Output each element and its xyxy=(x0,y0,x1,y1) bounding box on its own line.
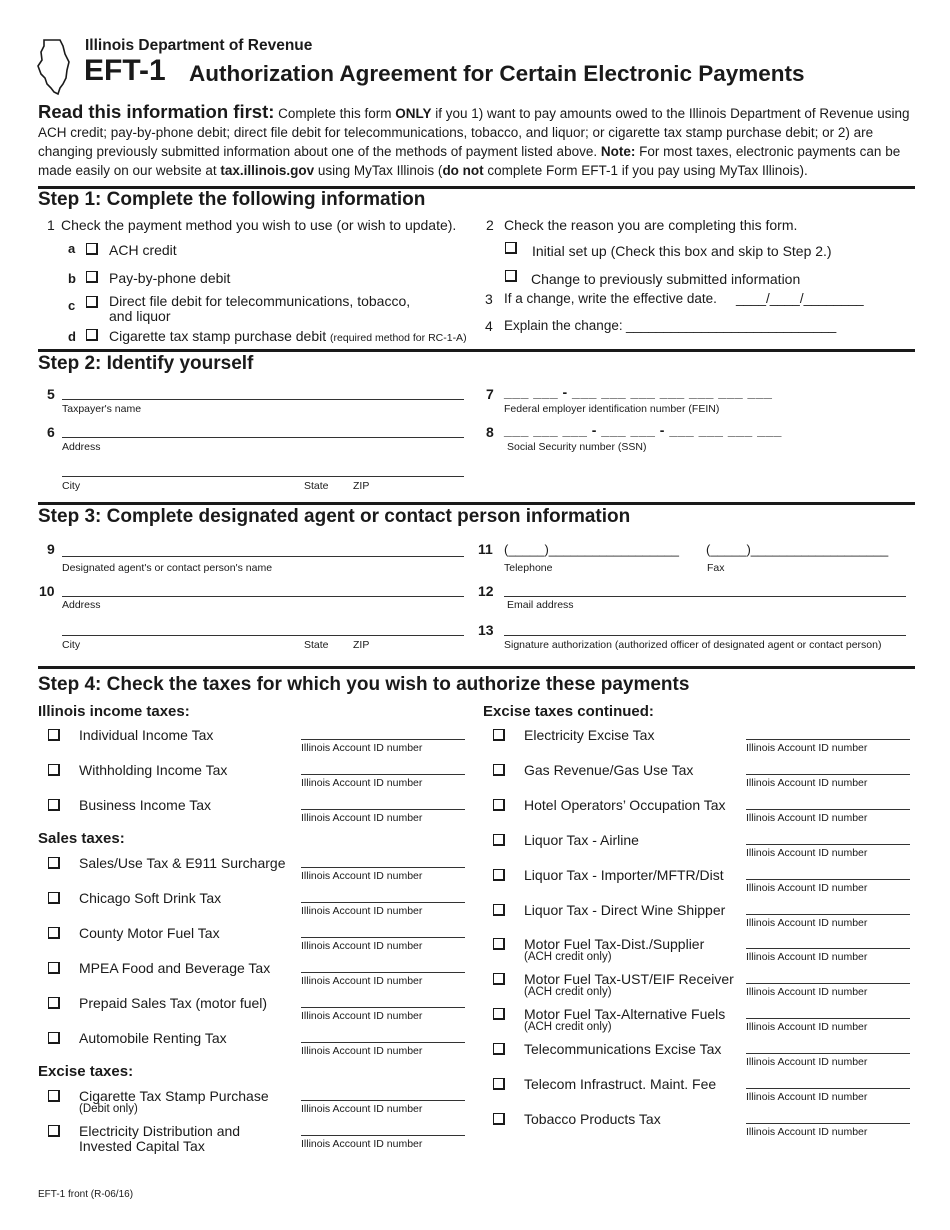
account-id-field[interactable] xyxy=(301,809,465,810)
automobile-renting-tax-checkbox[interactable] xyxy=(48,1032,60,1044)
individual-income-tax-checkbox[interactable] xyxy=(48,729,60,741)
hotel-operators-occupation-tax-checkbox[interactable] xyxy=(493,799,505,811)
account-id-label: Illinois Account ID number xyxy=(301,870,423,882)
account-id-label: Illinois Account ID number xyxy=(746,776,868,789)
q2-text: Check the reason you are completing this form. xyxy=(504,217,798,233)
tax-label: Cigarette Tax Stamp Purchase xyxy=(79,1088,269,1104)
direct-file-debit-label: Direct file debit for telecommunications, tobacco, xyxy=(109,293,411,309)
liquor-tax-importer-mftr-dist-checkbox[interactable] xyxy=(493,869,505,881)
q2-number: 2 xyxy=(486,217,494,233)
telephone-label: Telephone xyxy=(504,562,553,574)
ach-credit-checkbox[interactable] xyxy=(86,243,98,255)
tax-sublabel: (Debit only) xyxy=(79,1103,138,1115)
account-id-label: Illinois Account ID number xyxy=(746,811,868,824)
zip-label: ZIP xyxy=(353,480,370,492)
agent-name-field[interactable] xyxy=(62,556,464,557)
account-id-field[interactable] xyxy=(301,739,465,740)
telephone-field[interactable]: (_____)__________________ xyxy=(504,542,679,557)
tax-label: Liquor Tax - Direct Wine Shipper xyxy=(524,901,726,918)
field-number: 10 xyxy=(39,583,55,599)
tax-label: Liquor Tax - Importer/MFTR/Dist xyxy=(524,866,724,883)
ssn-field[interactable]: ___ ___ ___ - ___ ___ - ___ ___ ___ ___ xyxy=(504,422,782,438)
account-id-label: Illinois Account ID number xyxy=(746,1056,868,1069)
sales-taxes-heading: Sales taxes: xyxy=(38,830,125,847)
account-id-field[interactable] xyxy=(746,844,910,845)
ssn-label: Social Security number (SSN) xyxy=(507,441,647,453)
account-id-label: Illinois Account ID number xyxy=(746,916,868,929)
taxpayer-name-label: Taxpayer's name xyxy=(62,403,142,415)
account-id-field[interactable] xyxy=(746,879,910,880)
electricity-distribution-and-checkbox[interactable] xyxy=(48,1125,60,1137)
account-id-label: Illinois Account ID number xyxy=(301,975,423,987)
taxpayer-name-field[interactable] xyxy=(62,399,464,400)
signature-field[interactable] xyxy=(504,635,906,636)
mpea-food-and-beverage-tax-checkbox[interactable] xyxy=(48,962,60,974)
income-taxes-heading: Illinois income taxes: xyxy=(38,703,190,720)
agent-city-state-zip-field[interactable] xyxy=(62,635,464,636)
account-id-label: Illinois Account ID number xyxy=(301,777,423,789)
account-id-field[interactable] xyxy=(746,948,910,949)
method-letter: a xyxy=(68,241,76,256)
tax-label: Motor Fuel Tax-Alternative Fuels xyxy=(524,1006,726,1023)
illinois-state-outline-icon xyxy=(36,38,74,96)
divider xyxy=(38,666,915,669)
account-id-field[interactable] xyxy=(301,1042,465,1043)
initial-setup-checkbox[interactable] xyxy=(505,242,517,254)
direct-file-debit-label-2: and liquor xyxy=(109,308,171,324)
account-id-field[interactable] xyxy=(746,809,910,810)
tax-label: Motor Fuel Tax-UST/EIF Receiver xyxy=(524,971,734,988)
method-letter: b xyxy=(68,271,76,286)
account-id-label: Illinois Account ID number xyxy=(301,905,423,917)
cigarette-tax-stamp-purchase-checkbox[interactable] xyxy=(48,1090,60,1102)
tax-label: Gas Revenue/Gas Use Tax xyxy=(524,761,694,778)
change-info-checkbox[interactable] xyxy=(505,270,517,282)
account-id-field[interactable] xyxy=(301,1135,465,1136)
q4-number: 4 xyxy=(485,318,493,334)
tax-label: Hotel Operators’ Occupation Tax xyxy=(524,796,726,813)
change-info-label: Change to previously submitted information xyxy=(531,271,801,287)
email-field[interactable] xyxy=(504,596,906,597)
tax-label: Chicago Soft Drink Tax xyxy=(79,890,222,906)
tax-label: Motor Fuel Tax-Dist./Supplier xyxy=(524,936,705,953)
withholding-income-tax-checkbox[interactable] xyxy=(48,764,60,776)
direct-file-debit-checkbox[interactable] xyxy=(86,296,98,308)
signature-label: Signature authorization (authorized officer of designated agent or contact person) xyxy=(504,639,882,651)
field-number: 7 xyxy=(486,386,494,402)
business-income-tax-checkbox[interactable] xyxy=(48,799,60,811)
agent-address-label: Address xyxy=(62,599,101,611)
field-number: 8 xyxy=(486,424,494,440)
field-number: 13 xyxy=(478,622,494,638)
account-id-label: Illinois Account ID number xyxy=(746,951,868,964)
method-letter: c xyxy=(68,298,76,313)
account-id-field[interactable] xyxy=(301,1100,465,1101)
account-id-label: Illinois Account ID number xyxy=(301,812,423,824)
state-label: State xyxy=(304,480,329,492)
fax-label: Fax xyxy=(707,562,725,574)
taxpayer-city-state-zip-field[interactable] xyxy=(62,476,464,477)
step4-heading: Step 4: Check the taxes for which you wish to authorize these payments xyxy=(38,674,690,695)
email-label: Email address xyxy=(507,599,574,611)
zip-label: ZIP xyxy=(353,639,370,651)
gas-revenue-gas-use-tax-checkbox[interactable] xyxy=(493,764,505,776)
motor-fuel-tax-ust-eif-receiver-checkbox[interactable] xyxy=(493,973,505,985)
telecom-infrastruct-maint-fee-checkbox[interactable] xyxy=(493,1078,505,1090)
fein-field[interactable]: ___ ___ - ___ ___ ___ ___ ___ ___ ___ xyxy=(504,384,773,400)
motor-fuel-tax-dist-supplier-checkbox[interactable] xyxy=(493,938,505,950)
tax-label: Business Income Tax xyxy=(79,797,212,813)
tax-label: Automobile Renting Tax xyxy=(79,1030,227,1046)
initial-setup-label: Initial set up (Check this box and skip to Step 2.) xyxy=(532,243,832,259)
effective-date-field[interactable]: ____/____/________ xyxy=(736,291,864,306)
tax-label: Electricity Distribution and xyxy=(79,1123,241,1139)
account-id-field[interactable] xyxy=(301,774,465,775)
field-number: 12 xyxy=(478,583,494,599)
account-id-field[interactable] xyxy=(301,972,465,973)
step2-heading: Step 2: Identify yourself xyxy=(38,353,254,374)
agent-name-label: Designated agent's or contact person's name xyxy=(62,562,273,574)
divider xyxy=(38,502,915,505)
agent-address-field[interactable] xyxy=(62,596,464,597)
field-number: 6 xyxy=(47,424,55,440)
tax-label: Prepaid Sales Tax (motor fuel) xyxy=(79,995,268,1011)
tax-label: Telecom Infrastruct. Maint. Fee xyxy=(524,1076,717,1092)
step1-heading: Step 1: Complete the following information xyxy=(38,189,426,210)
tax-sublabel: (ACH credit only) xyxy=(524,1021,612,1034)
form-revision-code: EFT-1 front (R-06/16) xyxy=(38,1189,134,1200)
tax-label: Sales/Use Tax & E911 Surcharge xyxy=(79,855,286,871)
form-id: EFT-1 xyxy=(84,54,166,87)
account-id-field[interactable] xyxy=(746,1088,910,1089)
account-id-field[interactable] xyxy=(301,867,465,868)
excise-taxes-heading: Excise taxes: xyxy=(38,1063,134,1080)
q3-text: If a change, write the effective date. xyxy=(504,291,717,306)
pay-by-phone-checkbox[interactable] xyxy=(86,271,98,283)
explain-change-field[interactable]: ____________________________ xyxy=(626,318,837,333)
q3-number: 3 xyxy=(485,291,493,307)
form-title: Authorization Agreement for Certain Electronic Payments xyxy=(189,61,805,86)
intro-paragraph: Read this information first: Complete this form ONLY if you 1) want to pay amounts owed to the Illinois Department of Revenue using ACH credit; pay-by-phone debit; direct file debit for telecommunications, tobacco, and liquor; or cigarette tax stamp purchase debit; or 2) are changing previously submitted information about one of the methods of payment listed above. Note: For most taxes, electronic payments can be made easily on our website at tax.illinois.gov using MyTax Illinois (do not complete Form EFT-1 if you pay using MyTax Illinois). xyxy=(38,101,910,178)
cigarette-stamp-debit-checkbox[interactable] xyxy=(86,329,98,341)
tax-label: County Motor Fuel Tax xyxy=(79,925,220,941)
tax-label: Tobacco Products Tax xyxy=(524,1110,661,1127)
ach-credit-label: ACH credit xyxy=(109,242,177,258)
account-id-field[interactable] xyxy=(746,914,910,915)
account-id-field[interactable] xyxy=(301,902,465,903)
method-letter: d xyxy=(68,329,76,344)
sales-use-tax-e911-surcharge-checkbox[interactable] xyxy=(48,857,60,869)
account-id-label: Illinois Account ID number xyxy=(301,1138,423,1150)
account-id-field[interactable] xyxy=(746,774,910,775)
tobacco-products-tax-checkbox[interactable] xyxy=(493,1113,505,1125)
tax-label: Liquor Tax - Airline xyxy=(524,831,639,848)
field-number: 9 xyxy=(47,541,55,557)
chicago-soft-drink-tax-checkbox[interactable] xyxy=(48,892,60,904)
account-id-field[interactable] xyxy=(746,983,910,984)
account-id-label: Illinois Account ID number xyxy=(746,742,868,754)
state-label: State xyxy=(304,639,329,651)
account-id-field[interactable] xyxy=(746,1018,910,1019)
account-id-field[interactable] xyxy=(301,1007,465,1008)
pay-by-phone-label: Pay-by-phone debit xyxy=(109,270,231,286)
excise-continued-heading: Excise taxes continued: xyxy=(483,703,654,720)
account-id-label: Illinois Account ID number xyxy=(301,940,423,952)
liquor-tax-direct-wine-shipper-checkbox[interactable] xyxy=(493,904,505,916)
account-id-field[interactable] xyxy=(301,937,465,938)
tax-label: Individual Income Tax xyxy=(79,727,214,743)
field-number: 5 xyxy=(47,386,55,402)
electricity-excise-tax-checkbox[interactable] xyxy=(493,729,505,741)
tax-sublabel: (ACH credit only) xyxy=(524,951,612,964)
tax-sublabel: Invested Capital Tax xyxy=(79,1138,205,1154)
account-id-label: Illinois Account ID number xyxy=(301,1010,423,1022)
account-id-label: Illinois Account ID number xyxy=(301,742,423,754)
account-id-field[interactable] xyxy=(746,1053,910,1054)
fax-field[interactable]: (_____)___________________ xyxy=(706,542,889,557)
account-id-label: Illinois Account ID number xyxy=(746,986,868,999)
agency-name: Illinois Department of Revenue xyxy=(85,37,313,54)
q4-text: Explain the change: xyxy=(504,318,623,333)
account-id-label: Illinois Account ID number xyxy=(746,846,868,859)
q1-text: Check the payment method you wish to use (or wish to update). xyxy=(61,217,457,233)
divider xyxy=(38,349,915,352)
account-id-field[interactable] xyxy=(746,1123,910,1124)
q1-number: 1 xyxy=(47,217,55,233)
tax-label: Telecommunications Excise Tax xyxy=(524,1041,722,1058)
taxpayer-address-field[interactable] xyxy=(62,437,464,438)
taxpayer-address-label: Address xyxy=(62,441,101,453)
liquor-tax-airline-checkbox[interactable] xyxy=(493,834,505,846)
prepaid-sales-tax-motor-fuel-checkbox[interactable] xyxy=(48,997,60,1009)
tax-label: Withholding Income Tax xyxy=(79,762,228,778)
tax-label: MPEA Food and Beverage Tax xyxy=(79,960,271,976)
fein-label: Federal employer identification number (FEIN) xyxy=(504,403,720,415)
account-id-label: Illinois Account ID number xyxy=(746,1091,868,1103)
account-id-label: Illinois Account ID number xyxy=(746,1125,868,1138)
account-id-label: Illinois Account ID number xyxy=(301,1045,423,1057)
account-id-label: Illinois Account ID number xyxy=(301,1103,423,1115)
city-label: City xyxy=(62,639,81,651)
cigarette-stamp-debit-label: Cigarette tax stamp purchase debit (required method for RC-1-A) xyxy=(109,328,467,344)
step3-heading: Step 3: Complete designated agent or contact person information xyxy=(38,506,631,527)
tax-label: Electricity Excise Tax xyxy=(524,727,655,743)
county-motor-fuel-tax-checkbox[interactable] xyxy=(48,927,60,939)
city-label: City xyxy=(62,480,81,492)
motor-fuel-tax-alternative-fuels-checkbox[interactable] xyxy=(493,1008,505,1020)
tax-sublabel: (ACH credit only) xyxy=(524,986,612,999)
field-number: 11 xyxy=(478,541,493,557)
account-id-label: Illinois Account ID number xyxy=(746,1021,868,1034)
telecommunications-excise-tax-checkbox[interactable] xyxy=(493,1043,505,1055)
account-id-label: Illinois Account ID number xyxy=(746,881,868,894)
account-id-field[interactable] xyxy=(746,739,910,740)
